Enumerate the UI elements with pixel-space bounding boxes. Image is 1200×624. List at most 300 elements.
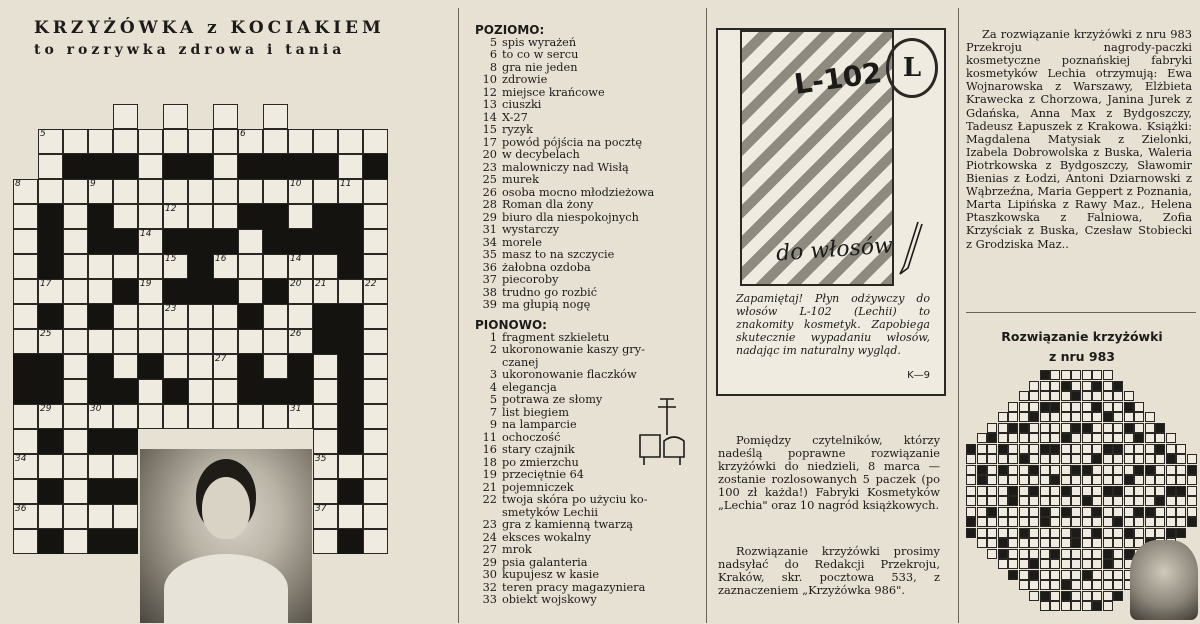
- crossword-cell[interactable]: [63, 404, 88, 429]
- solution-cell: [1082, 465, 1092, 475]
- crossword-cell[interactable]: [63, 204, 88, 229]
- black-square: [113, 429, 138, 454]
- crossword-cell[interactable]: [338, 129, 363, 154]
- clue-text: osoba mocno młodzieżowa: [502, 185, 655, 199]
- clue-number: 23: [482, 518, 497, 531]
- crossword-cell[interactable]: [338, 154, 363, 179]
- solution-cell: [1050, 528, 1060, 538]
- crossword-cell[interactable]: [13, 179, 38, 204]
- solution-cell: [1155, 507, 1165, 517]
- solution-cell: [1019, 570, 1029, 580]
- crossword-cell[interactable]: [88, 254, 113, 279]
- crossword-cell[interactable]: [338, 179, 363, 204]
- crossword-cell[interactable]: [363, 229, 388, 254]
- cell-number: 17: [40, 279, 52, 289]
- crossword-cell[interactable]: [213, 379, 238, 404]
- solution-cell: [1050, 475, 1060, 485]
- solution-cell: [1082, 444, 1092, 454]
- solution-cell: [1113, 433, 1123, 443]
- clue-text: powód pójścia na pocztę: [502, 135, 643, 149]
- solution-cell: [1155, 454, 1165, 464]
- solution-cell: [1040, 444, 1050, 454]
- crossword-cell[interactable]: [313, 379, 338, 404]
- solution-cell: [1082, 381, 1092, 391]
- crossword-cell[interactable]: [213, 304, 238, 329]
- crossword-cell[interactable]: [363, 204, 388, 229]
- clue-text: eksces wokalny: [502, 530, 592, 544]
- crossword-cell[interactable]: [63, 479, 88, 504]
- solution-cell: [1113, 423, 1123, 433]
- crossword-cell[interactable]: [313, 354, 338, 379]
- crossword-cell[interactable]: [113, 104, 138, 129]
- solution-cell: [998, 454, 1008, 464]
- clue-number: 32: [482, 580, 497, 594]
- crossword-cell[interactable]: [313, 404, 338, 429]
- crossword-cell[interactable]: [313, 254, 338, 279]
- crossword-cell[interactable]: [38, 179, 63, 204]
- solution-cell: [1113, 444, 1123, 454]
- solution-cell: [1040, 402, 1050, 412]
- solution-cell: [1082, 559, 1092, 569]
- crossword-cell[interactable]: [38, 129, 63, 154]
- crossword-cell[interactable]: [263, 329, 288, 354]
- black-square: [238, 354, 263, 379]
- solution-cell: [1155, 486, 1165, 496]
- crossword-cell[interactable]: [63, 504, 88, 529]
- solution-cell: [1166, 465, 1176, 475]
- solution-cell: [987, 444, 997, 454]
- clue-text: fragment szkieletu: [502, 330, 610, 344]
- black-square: [38, 479, 63, 504]
- solution-cell: [1145, 454, 1155, 464]
- solution-cell: [1124, 486, 1134, 496]
- solution-cell: [998, 528, 1008, 538]
- crossword-cell[interactable]: [63, 329, 88, 354]
- crossword-cell[interactable]: [238, 129, 263, 154]
- clue-text: pojemniczek: [502, 480, 574, 494]
- black-square: [88, 379, 113, 404]
- solution-cell: [1113, 580, 1123, 590]
- cell-number: 9: [90, 179, 96, 189]
- solution-cell: [1082, 391, 1092, 401]
- crossword-cell[interactable]: [238, 254, 263, 279]
- crossword-cell[interactable]: [63, 529, 88, 554]
- crossword-cell[interactable]: [313, 429, 338, 454]
- black-square: [113, 479, 138, 504]
- crossword-cell[interactable]: [138, 154, 163, 179]
- cell-number: 23: [165, 304, 177, 314]
- clue-row: [475, 594, 648, 607]
- solution-cell: [1061, 538, 1071, 548]
- solution-cell: [1092, 528, 1102, 538]
- clue-number: 29: [482, 555, 497, 569]
- solution-cell: [1061, 486, 1071, 496]
- solution-cell: [1050, 412, 1060, 422]
- crossword-cell[interactable]: [88, 504, 113, 529]
- solution-cell: [1134, 454, 1144, 464]
- crossword-cell[interactable]: [38, 404, 63, 429]
- solution-cell: [1082, 549, 1092, 559]
- crossword-cell[interactable]: [113, 329, 138, 354]
- crossword-cell[interactable]: [163, 354, 188, 379]
- solution-cell: [1134, 486, 1144, 496]
- crossword-cell[interactable]: [288, 329, 313, 354]
- crossword-cell[interactable]: [13, 229, 38, 254]
- crossword-cell[interactable]: [113, 354, 138, 379]
- crossword-cell[interactable]: [138, 229, 163, 254]
- crossword-cell[interactable]: [63, 129, 88, 154]
- solution-cell: [1061, 444, 1071, 454]
- crossword-cell[interactable]: [238, 179, 263, 204]
- black-square: [38, 429, 63, 454]
- crossword-cell[interactable]: [38, 329, 63, 354]
- crossword-cell[interactable]: [263, 304, 288, 329]
- crossword-cell[interactable]: [313, 454, 338, 479]
- crossword-cell[interactable]: [238, 329, 263, 354]
- crossword-cell[interactable]: [113, 404, 138, 429]
- crossword-cell[interactable]: [188, 129, 213, 154]
- cell-number: 30: [90, 404, 102, 414]
- solution-cell: [1061, 391, 1071, 401]
- clue-text: twoja skóra po użyciu ko-: [502, 493, 648, 506]
- crossword-cell[interactable]: [313, 479, 338, 504]
- crossword-cell[interactable]: [188, 379, 213, 404]
- crossword-cell[interactable]: [263, 104, 288, 129]
- solution-cell: [966, 496, 976, 506]
- cell-number: 29: [40, 404, 52, 414]
- crossword-cell[interactable]: [238, 229, 263, 254]
- black-square: [38, 354, 63, 379]
- black-square: [138, 354, 163, 379]
- solution-cell: [1019, 454, 1029, 464]
- solution-cell: [1187, 496, 1197, 506]
- crossword-cell[interactable]: [13, 204, 38, 229]
- solution-cell: [1071, 528, 1081, 538]
- crossword-cell[interactable]: [63, 354, 88, 379]
- solution-cell: [1019, 580, 1029, 590]
- solution-cell: [1008, 465, 1018, 475]
- crossword-cell[interactable]: [63, 179, 88, 204]
- crossword-cell[interactable]: [163, 104, 188, 129]
- crossword-cell[interactable]: [38, 154, 63, 179]
- black-square: [313, 329, 338, 354]
- crossword-cell[interactable]: [188, 204, 213, 229]
- crossword-cell[interactable]: [13, 504, 38, 529]
- crossword-cell[interactable]: [138, 329, 163, 354]
- crossword-cell[interactable]: [88, 404, 113, 429]
- solution-cell: [1145, 507, 1155, 517]
- clue-number: 10: [482, 73, 497, 86]
- crossword-cell[interactable]: [363, 454, 388, 479]
- crossword-cell[interactable]: [38, 279, 63, 304]
- solution-cell: [1029, 412, 1039, 422]
- solution-cell: [1103, 496, 1113, 506]
- crossword-cell[interactable]: [38, 504, 63, 529]
- solution-cell: [1071, 570, 1081, 580]
- crossword-cell[interactable]: [13, 279, 38, 304]
- solution-cell: [1029, 391, 1039, 401]
- clue-text: malowniczy nad Wisłą: [502, 160, 629, 174]
- solution-cell: [1166, 507, 1176, 517]
- solution-cell: [1113, 486, 1123, 496]
- solution-cell: [1040, 591, 1050, 601]
- crossword-cell[interactable]: [363, 179, 388, 204]
- crossword-cell[interactable]: [363, 129, 388, 154]
- solution-cell: [1176, 475, 1186, 485]
- solution-cell: [1082, 433, 1092, 443]
- crossword-cell[interactable]: [188, 354, 213, 379]
- ad-text: Zapamiętaj! Płyn odżywczy do włosów L-102 (Lechii) to znakomity kosmetyk. Zapobiega skutecznie wypadaniu włosów, nadając im naturalny wygląd.: [736, 292, 930, 357]
- solution-cell: [1019, 528, 1029, 538]
- crossword-cell[interactable]: [213, 404, 238, 429]
- crossword-cell[interactable]: [163, 204, 188, 229]
- crossword-cell[interactable]: [13, 429, 38, 454]
- solution-cell: [966, 528, 976, 538]
- solution-cell: [1050, 580, 1060, 590]
- clue-number: 33: [482, 593, 497, 606]
- clue-number: 5: [489, 393, 497, 406]
- crossword-cell[interactable]: [263, 254, 288, 279]
- solution-cell: [1019, 402, 1029, 412]
- crossword-cell[interactable]: [238, 279, 263, 304]
- crossword-cell[interactable]: [138, 304, 163, 329]
- clue-number: 36: [482, 260, 497, 274]
- crossword-cell[interactable]: [213, 354, 238, 379]
- solution-cell: [987, 517, 997, 527]
- clue-text: stary czajnik: [502, 443, 575, 456]
- solution-cell: [1103, 433, 1113, 443]
- crossword-cell[interactable]: [63, 304, 88, 329]
- crossword-cell[interactable]: [138, 179, 163, 204]
- crossword-cell[interactable]: [163, 129, 188, 154]
- clue-text: potrawa ze słomy: [502, 393, 603, 406]
- cell-number: 26: [290, 329, 302, 339]
- crossword-cell[interactable]: [288, 179, 313, 204]
- solution-cell: [1092, 444, 1102, 454]
- solution-cell: [1061, 496, 1071, 506]
- crossword-cell[interactable]: [363, 279, 388, 304]
- crossword-cell[interactable]: [138, 379, 163, 404]
- crossword-cell[interactable]: [313, 129, 338, 154]
- crossword-cell[interactable]: [288, 129, 313, 154]
- solution-cell: [966, 454, 976, 464]
- crossword-cell[interactable]: [113, 454, 138, 479]
- crossword-cell[interactable]: [88, 279, 113, 304]
- crossword-cell[interactable]: [13, 479, 38, 504]
- crossword-cell[interactable]: [63, 254, 88, 279]
- solution-cell: [1040, 381, 1050, 391]
- crossword-cell[interactable]: [363, 429, 388, 454]
- cell-number: 27: [215, 354, 227, 364]
- crossword-cell[interactable]: [288, 279, 313, 304]
- crossword-cell[interactable]: [363, 529, 388, 554]
- black-square: [38, 304, 63, 329]
- solution-cell: [1124, 412, 1134, 422]
- solution-cell: [1124, 454, 1134, 464]
- crossword-cell[interactable]: [13, 329, 38, 354]
- crossword-cell[interactable]: [138, 404, 163, 429]
- solution-cell: [1166, 517, 1176, 527]
- crossword-cell[interactable]: [113, 204, 138, 229]
- crossword-cell[interactable]: [88, 129, 113, 154]
- black-square: [338, 354, 363, 379]
- solution-cell: [998, 549, 1008, 559]
- crossword-cell[interactable]: [163, 179, 188, 204]
- crossword-cell[interactable]: [188, 404, 213, 429]
- crossword-cell[interactable]: [363, 504, 388, 529]
- solution-cell: [1061, 381, 1071, 391]
- crossword-cell[interactable]: [38, 454, 63, 479]
- crossword-cell[interactable]: [288, 404, 313, 429]
- crossword-cell[interactable]: [363, 354, 388, 379]
- crossword-cell[interactable]: [338, 454, 363, 479]
- solution-cell: [987, 507, 997, 517]
- crossword-cell[interactable]: [213, 204, 238, 229]
- solution-cell: [1176, 444, 1186, 454]
- crossword-cell[interactable]: [113, 504, 138, 529]
- crossword-cell[interactable]: [263, 354, 288, 379]
- crossword-cell[interactable]: [288, 204, 313, 229]
- solution-cell: [1103, 486, 1113, 496]
- crossword-cell[interactable]: [88, 329, 113, 354]
- crossword-cell[interactable]: [113, 179, 138, 204]
- solution-cell: [1145, 475, 1155, 485]
- solution-cell: [966, 507, 976, 517]
- crossword-cell[interactable]: [238, 404, 263, 429]
- crossword-cell[interactable]: [338, 279, 363, 304]
- solution-cell: [1103, 570, 1113, 580]
- crossword-cell[interactable]: [213, 254, 238, 279]
- crossword-cell[interactable]: [13, 404, 38, 429]
- solution-cell: [1082, 486, 1092, 496]
- black-square: [288, 354, 313, 379]
- crossword-cell[interactable]: [288, 254, 313, 279]
- black-square: [263, 154, 288, 179]
- crossword-cell[interactable]: [113, 129, 138, 154]
- crossword-cell[interactable]: [63, 279, 88, 304]
- clue-text: to co w sercu: [502, 48, 579, 61]
- crossword-cell[interactable]: [313, 504, 338, 529]
- crossword-cell[interactable]: [363, 254, 388, 279]
- crossword-cell[interactable]: [88, 454, 113, 479]
- crossword-cell[interactable]: [288, 304, 313, 329]
- solution-cell: [1061, 528, 1071, 538]
- solution-cell: [1103, 391, 1113, 401]
- solution-cell: [998, 465, 1008, 475]
- crossword-cell[interactable]: [263, 404, 288, 429]
- solution-cell: [987, 475, 997, 485]
- crossword-cell[interactable]: [113, 304, 138, 329]
- solution-cell: [1029, 549, 1039, 559]
- solution-cell: [1050, 423, 1060, 433]
- crossword-cell[interactable]: [163, 329, 188, 354]
- clue-number: 26: [482, 185, 497, 199]
- clue-text: elegancja: [502, 380, 557, 394]
- crossword-cell[interactable]: [363, 404, 388, 429]
- crossword-cell[interactable]: [138, 129, 163, 154]
- crossword-cell[interactable]: [63, 379, 88, 404]
- solution-cell: [1145, 433, 1155, 443]
- solution-cell: [1082, 423, 1092, 433]
- solution-cell: [1061, 517, 1071, 527]
- crossword-cell[interactable]: [363, 479, 388, 504]
- solution-cell: [1008, 433, 1018, 443]
- crossword-cell[interactable]: [63, 229, 88, 254]
- crossword-cell[interactable]: [313, 179, 338, 204]
- crossword-cell[interactable]: [138, 254, 163, 279]
- crossword-cell[interactable]: [213, 104, 238, 129]
- crossword-cell[interactable]: [313, 279, 338, 304]
- crossword-cell[interactable]: [213, 329, 238, 354]
- crossword-cell[interactable]: [213, 154, 238, 179]
- crossword-cell[interactable]: [63, 454, 88, 479]
- solution-cell: [1029, 454, 1039, 464]
- crossword-cell[interactable]: [13, 529, 38, 554]
- crossword-cell[interactable]: [13, 304, 38, 329]
- crossword-cell[interactable]: [188, 179, 213, 204]
- solution-cell: [1019, 391, 1029, 401]
- solution-cell: [1071, 486, 1081, 496]
- crossword-cell[interactable]: [13, 254, 38, 279]
- solution-cell: [1050, 370, 1060, 380]
- crossword-cell[interactable]: [263, 179, 288, 204]
- solution-cell: [1071, 402, 1081, 412]
- crossword-cell[interactable]: [338, 504, 363, 529]
- crossword-cell[interactable]: [113, 254, 138, 279]
- solution-cell: [1145, 528, 1155, 538]
- crossword-cell[interactable]: [13, 454, 38, 479]
- clue-number: 17: [482, 135, 497, 149]
- solution-cell: [1050, 433, 1060, 443]
- photo-head: [202, 477, 250, 539]
- crossword-cell[interactable]: [188, 304, 213, 329]
- crossword-cell[interactable]: [138, 204, 163, 229]
- solution-cell: [1113, 570, 1123, 580]
- solution-cell: [1145, 412, 1155, 422]
- crossword-cell[interactable]: [63, 429, 88, 454]
- crossword-cell[interactable]: [188, 329, 213, 354]
- clue-text: X-27: [502, 110, 528, 124]
- crossword-cell[interactable]: [88, 179, 113, 204]
- crossword-cell[interactable]: [213, 179, 238, 204]
- black-square: [113, 154, 138, 179]
- crossword-cell[interactable]: [313, 529, 338, 554]
- black-square: [13, 354, 38, 379]
- across-heading: POZIOMO:: [475, 23, 545, 37]
- clue-text: biuro dla niespokojnych: [502, 210, 639, 224]
- clue-text: morele: [502, 235, 542, 249]
- solution-cell: [1061, 549, 1071, 559]
- crossword-cell[interactable]: [263, 129, 288, 154]
- crossword-cell[interactable]: [138, 279, 163, 304]
- solution-cell: [1061, 475, 1071, 485]
- solution-cell: [1187, 507, 1197, 517]
- solution-cell: [1050, 549, 1060, 559]
- solution-cell: [1071, 580, 1081, 590]
- black-square: [88, 154, 113, 179]
- crossword-cell[interactable]: [163, 254, 188, 279]
- crossword-cell[interactable]: [163, 304, 188, 329]
- lechia-logo-icon: L: [886, 38, 938, 98]
- black-square: [88, 304, 113, 329]
- black-square: [88, 229, 113, 254]
- crossword-cell[interactable]: [363, 329, 388, 354]
- crossword-cell[interactable]: [363, 304, 388, 329]
- solution-cell: [1082, 601, 1092, 611]
- crossword-cell[interactable]: [363, 379, 388, 404]
- crossword-cell[interactable]: [163, 404, 188, 429]
- crossword-cell[interactable]: [213, 129, 238, 154]
